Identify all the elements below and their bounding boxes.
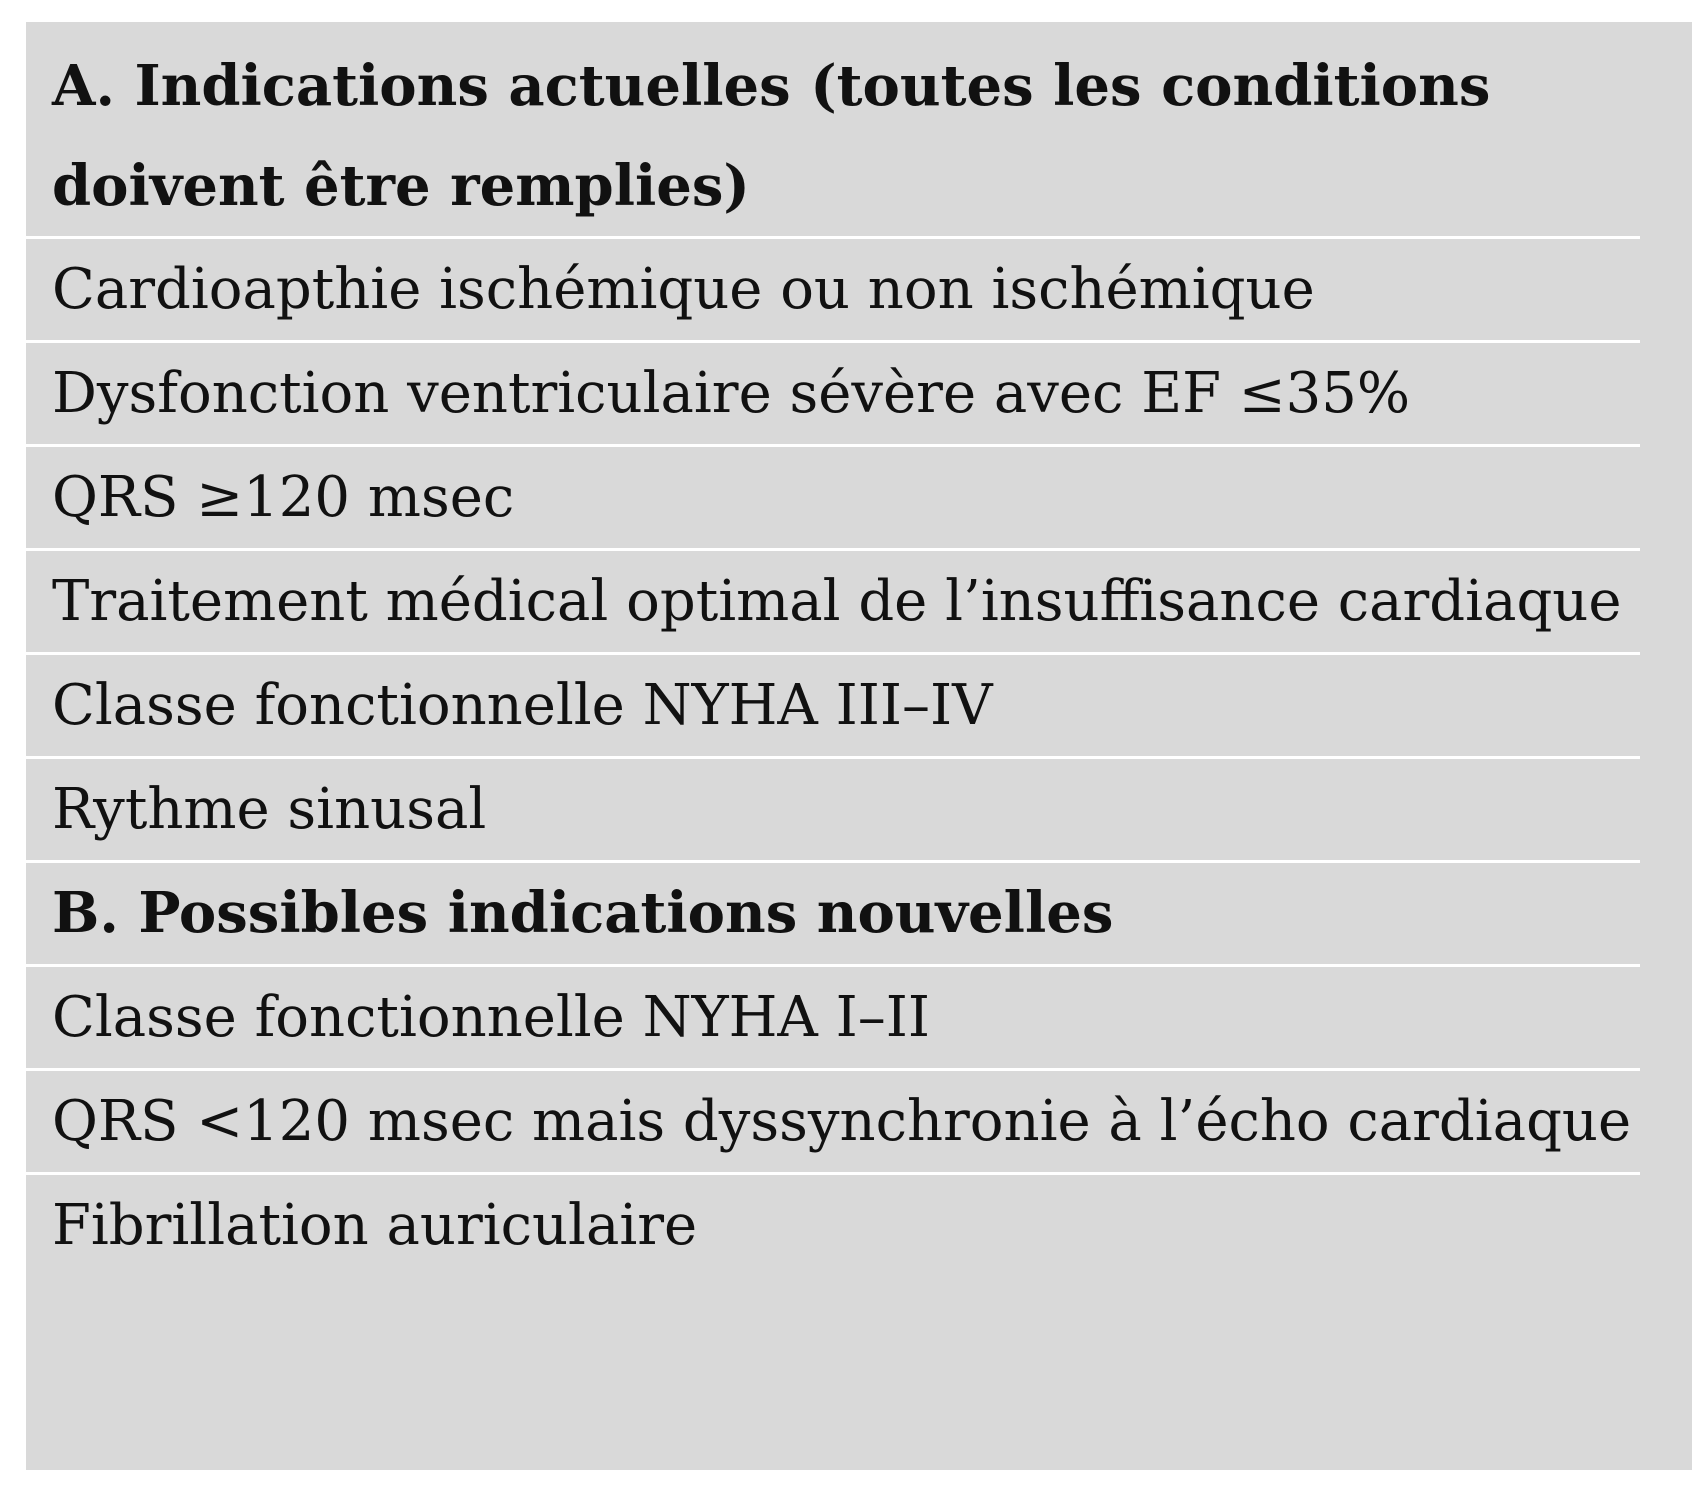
table-row: Classe fonctionnelle NYHA III–IV <box>26 655 1640 759</box>
table-row: Cardioapthie ischémique ou non ischémique <box>26 239 1640 343</box>
table-row: Classe fonctionnelle NYHA I–II <box>26 967 1640 1071</box>
table-row: QRS <120 msec mais dyssynchronie à l’écho cardiaque <box>26 1071 1640 1175</box>
section-b-heading: B. Possibles indications nouvelles <box>26 863 1640 967</box>
section-a-heading: A. Indications actuelles (toutes les conditions doivent être remplies) <box>26 36 1640 239</box>
table-row: Traitement médical optimal de l’insuffisance cardiaque <box>26 551 1640 655</box>
indications-table-rows <box>26 36 1640 1276</box>
table-row: Rythme sinusal <box>26 759 1640 863</box>
table-row: QRS ≥120 msec <box>26 447 1640 551</box>
table-row: Dysfonction ventriculaire sévère avec EF ≤35% <box>26 343 1640 447</box>
table-row: Fibrillation auriculaire <box>52 1193 698 1258</box>
